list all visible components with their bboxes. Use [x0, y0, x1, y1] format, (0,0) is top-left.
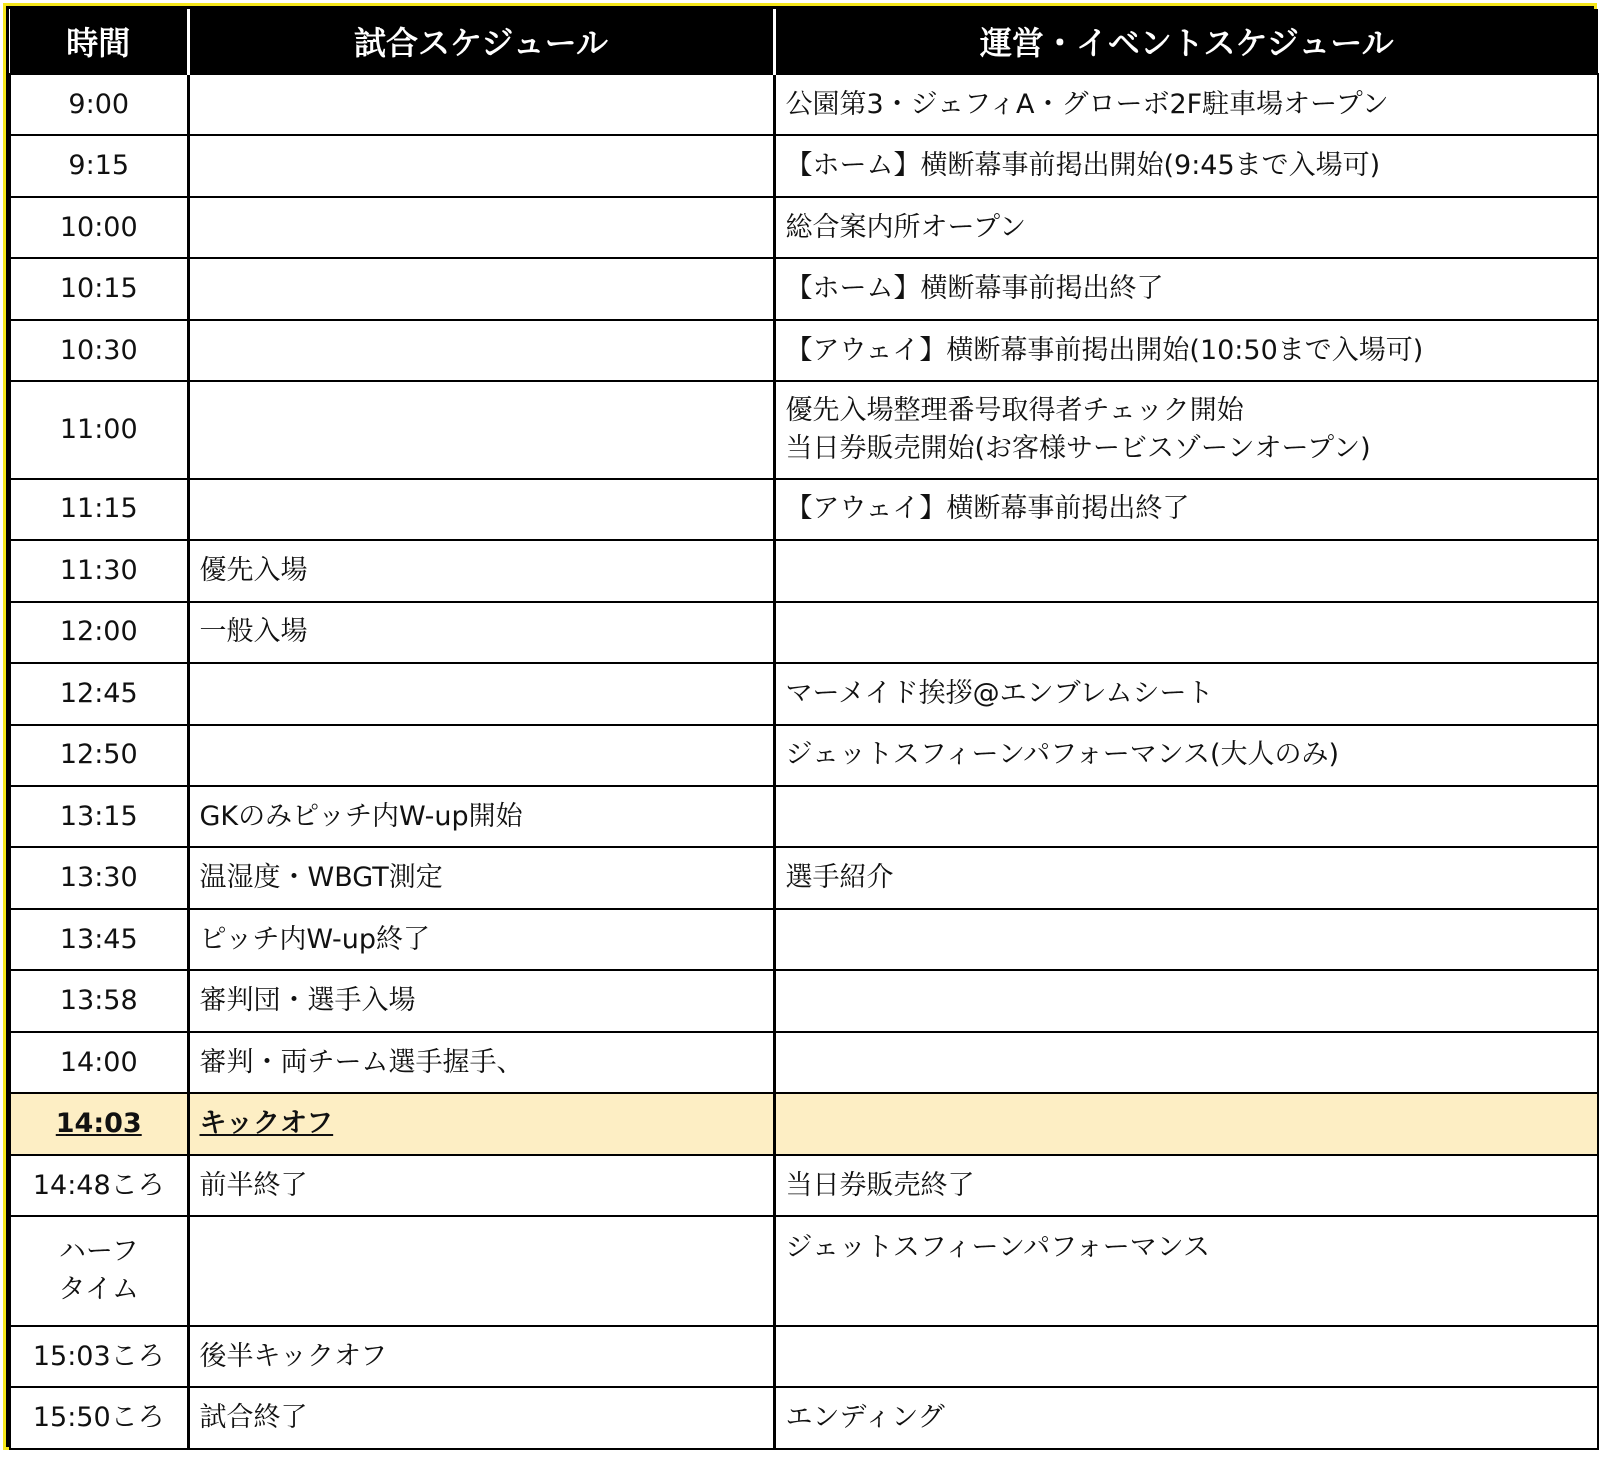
match-cell [188, 663, 774, 724]
match-cell [188, 197, 774, 258]
schedule-table [9, 9, 1599, 1450]
match-cell [188, 479, 774, 540]
event-cell: 【アウェイ】横断幕事前掲出終了 [774, 479, 1598, 540]
event-cell [774, 1326, 1598, 1387]
match-cell: 一般入場 [188, 602, 774, 663]
time-cell [10, 1093, 188, 1154]
time-cell: 13:30 [10, 847, 188, 908]
event-cell: ジェットスフィーンパフォーマンス [774, 1216, 1598, 1326]
match-cell [188, 74, 774, 135]
table-row [10, 1216, 1598, 1326]
time-cell: 11:00 [10, 381, 188, 478]
event-cell: 公園第3・ジェフィA・グローボ2F駐車場オープン [774, 74, 1598, 135]
match-cell: 優先入場 [188, 540, 774, 601]
time-cell: 13:58 [10, 970, 188, 1031]
time-cell: 13:15 [10, 786, 188, 847]
table-row [10, 540, 1598, 601]
table-row [10, 602, 1598, 663]
time-cell: 10:30 [10, 320, 188, 381]
table-row [10, 1155, 1598, 1216]
time-cell: 11:15 [10, 479, 188, 540]
event-cell: 総合案内所オープン [774, 197, 1598, 258]
header-row [10, 9, 1598, 74]
table-row [10, 909, 1598, 970]
match-cell [188, 258, 774, 319]
event-cell: ジェットスフィーンパフォーマンス(大人のみ) [774, 725, 1598, 786]
table-row [10, 1032, 1598, 1093]
event-cell [774, 602, 1598, 663]
kickoff-label: キックオフ [199, 1108, 334, 1140]
table-row [10, 479, 1598, 540]
time-cell: 12:00 [10, 602, 188, 663]
match-cell: 温湿度・WBGT測定 [188, 847, 774, 908]
event-cell [774, 1032, 1598, 1093]
time-cell: 15:50ころ [10, 1387, 188, 1449]
match-cell [188, 381, 774, 478]
match-cell: GKのみピッチ内W-up開始 [188, 786, 774, 847]
event-cell [774, 909, 1598, 970]
time-cell: 9:00 [10, 74, 188, 135]
table-row [10, 970, 1598, 1031]
time-cell: 10:00 [10, 197, 188, 258]
kickoff-time: 14:03 [55, 1108, 142, 1140]
event-cell: エンディング [774, 1387, 1598, 1449]
table-row [10, 1326, 1598, 1387]
table-row [10, 197, 1598, 258]
match-cell [188, 320, 774, 381]
time-cell: 14:48ころ [10, 1155, 188, 1216]
event-cell [774, 1093, 1598, 1154]
match-cell: 前半終了 [188, 1155, 774, 1216]
event-cell [774, 970, 1598, 1031]
match-cell: 審判団・選手入場 [188, 970, 774, 1031]
event-cell [774, 540, 1598, 601]
time-cell: 12:50 [10, 725, 188, 786]
match-cell [188, 1216, 774, 1326]
schedule-frame [3, 3, 1597, 1450]
time-cell: 13:45 [10, 909, 188, 970]
table-row [10, 663, 1598, 724]
table-row [10, 74, 1598, 135]
table-row [10, 847, 1598, 908]
match-cell: 試合終了 [188, 1387, 774, 1449]
table-row [10, 320, 1598, 381]
match-cell: ピッチ内W-up終了 [188, 909, 774, 970]
match-cell: 審判・両チーム選手握手、 [188, 1032, 774, 1093]
match-cell [188, 1093, 774, 1154]
event-cell: マーメイド挨拶@エンブレムシート [774, 663, 1598, 724]
time-cell: 11:30 [10, 540, 188, 601]
time-cell: 10:15 [10, 258, 188, 319]
match-cell: 後半キックオフ [188, 1326, 774, 1387]
event-cell: 優先入場整理番号取得者チェック開始 当日券販売開始(お客様サービスゾーンオープン) [774, 381, 1598, 478]
header-event-schedule: 運営・イベントスケジュール [774, 9, 1598, 74]
event-cell: 【ホーム】横断幕事前掲出終了 [774, 258, 1598, 319]
time-cell: 15:03ころ [10, 1326, 188, 1387]
event-cell [774, 786, 1598, 847]
event-cell: 【アウェイ】横断幕事前掲出開始(10:50まで入場可) [774, 320, 1598, 381]
table-row [10, 135, 1598, 196]
event-cell: 【ホーム】横断幕事前掲出開始(9:45まで入場可) [774, 135, 1598, 196]
time-cell: 12:45 [10, 663, 188, 724]
table-row [10, 381, 1598, 478]
header-match-schedule: 試合スケジュール [188, 9, 774, 74]
table-row [10, 258, 1598, 319]
table-row [10, 786, 1598, 847]
time-cell: 9:15 [10, 135, 188, 196]
header-time: 時間 [10, 9, 188, 74]
event-cell: 選手紹介 [774, 847, 1598, 908]
table-row [10, 725, 1598, 786]
match-cell [188, 725, 774, 786]
table-row [10, 1387, 1598, 1449]
event-cell: 当日券販売終了 [774, 1155, 1598, 1216]
time-cell: ハーフ タイム [10, 1216, 188, 1326]
match-cell [188, 135, 774, 196]
kickoff-row [10, 1093, 1598, 1154]
time-cell: 14:00 [10, 1032, 188, 1093]
